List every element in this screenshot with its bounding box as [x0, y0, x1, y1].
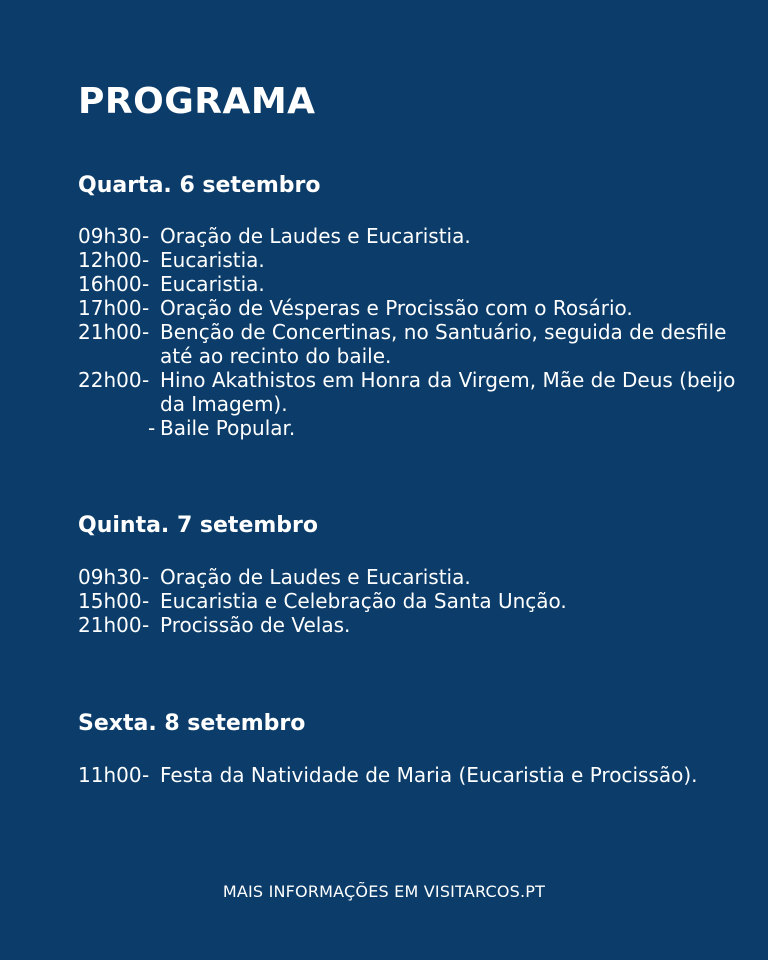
footer-more-info: MAIS INFORMAÇÕES EM VISITARCOS.PT [222, 882, 546, 901]
event-item [78, 272, 738, 296]
event-separator: - [148, 416, 156, 440]
event-description: Festa da Natividade de Maria (Eucaristia e Procissão). [160, 763, 698, 787]
event-description: Eucaristia. [160, 272, 265, 296]
event-separator: - [142, 296, 150, 320]
event-separator: - [142, 368, 150, 392]
event-list [78, 224, 738, 440]
day-heading: Quarta. 6 setembro [78, 173, 321, 198]
event-item [78, 416, 738, 440]
day-heading: Quinta. 7 setembro [78, 513, 319, 538]
event-time: 21h00 [78, 320, 142, 344]
day-section-friday [78, 710, 738, 787]
day-section-thursday [78, 512, 738, 637]
event-description: Oração de Vésperas e Procissão com o Rosário. [160, 296, 633, 320]
event-time: 11h00 [78, 763, 142, 787]
event-time: 22h00 [78, 368, 142, 392]
event-description: Baile Popular. [160, 416, 296, 440]
event-item [78, 320, 738, 368]
event-time: 15h00 [78, 589, 142, 613]
event-separator: - [142, 320, 150, 344]
page-title: PROGRAMA [78, 81, 316, 122]
event-separator: - [142, 613, 150, 637]
event-time: 16h00 [78, 272, 142, 296]
event-item [78, 613, 738, 637]
event-item [78, 296, 738, 320]
event-description: Procissão de Velas. [160, 613, 351, 637]
event-description: Benção de Concertinas, no Santuário, seguida de desfile até ao recinto do baile. [160, 320, 727, 368]
event-separator: - [142, 589, 150, 613]
event-description: Eucaristia. [160, 248, 265, 272]
event-item [78, 248, 738, 272]
event-time: 09h30 [78, 224, 142, 248]
event-item [78, 368, 738, 416]
event-time: 12h00 [78, 248, 142, 272]
day-heading: Sexta. 8 setembro [78, 711, 306, 736]
event-separator: - [142, 565, 150, 589]
event-time: 17h00 [78, 296, 142, 320]
event-description: Oração de Laudes e Eucaristia. [160, 224, 471, 248]
event-description: Oração de Laudes e Eucaristia. [160, 565, 471, 589]
event-item [78, 589, 738, 613]
event-separator: - [142, 272, 150, 296]
event-item [78, 224, 738, 248]
event-list [78, 763, 738, 787]
day-section-wednesday [78, 172, 738, 440]
event-item [78, 565, 738, 589]
event-item [78, 763, 738, 787]
event-separator: - [142, 224, 150, 248]
event-time [78, 416, 148, 440]
event-description: Eucaristia e Celebração da Santa Unção. [160, 589, 567, 613]
event-time: 09h30 [78, 565, 142, 589]
event-list [78, 565, 738, 637]
event-time: 21h00 [78, 613, 142, 637]
event-separator: - [142, 763, 150, 787]
event-description: Hino Akathistos em Honra da Virgem, Mãe de Deus (beijo da Imagem). [160, 368, 736, 416]
event-separator: - [142, 248, 150, 272]
